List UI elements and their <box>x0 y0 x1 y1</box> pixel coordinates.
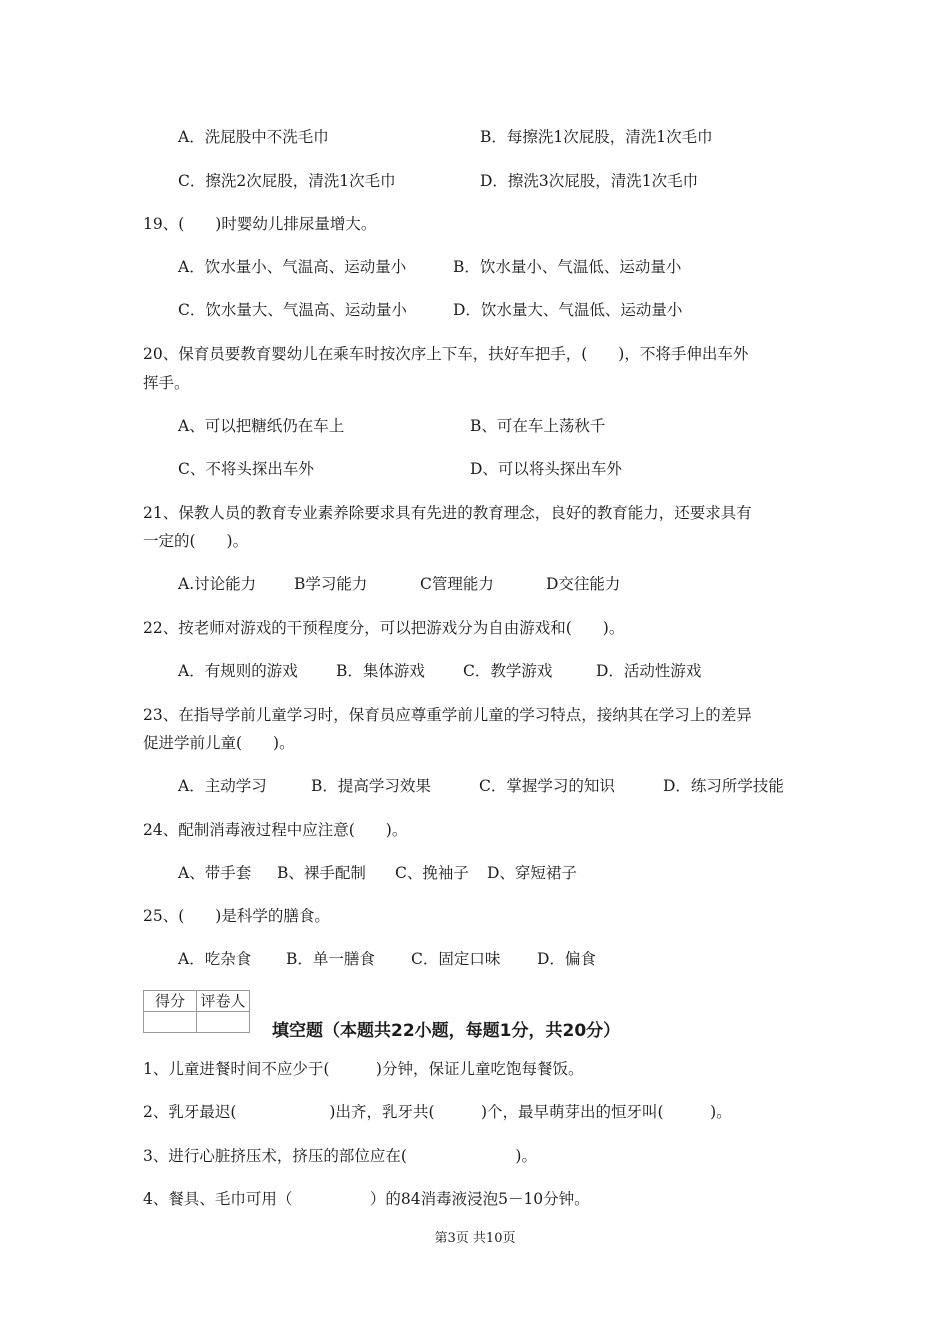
q19-stem: 19、( )时婴幼儿排尿量增大。 <box>143 215 377 233</box>
q24-stem: 24、配制消毒液过程中应注意( )。 <box>143 821 408 839</box>
q24-option-d: D、穿短裙子 <box>487 864 577 882</box>
q20-stem-line1: 20、保育员要教育婴幼儿在乘车时按次序上下车，扶好车把手，( )，不将手伸出车外 <box>143 345 749 363</box>
fill-question-4: 4、餐具、毛巾可用（ ）的84消毒液浸泡5－10分钟。 <box>143 1190 590 1208</box>
q23-option-d: D．练习所学技能 <box>663 777 784 795</box>
q23-option-b: B．提高学习效果 <box>311 777 431 795</box>
q23-option-a: A．主动学习 <box>178 777 267 795</box>
q21-option-a: A.讨论能力 <box>178 575 257 593</box>
q20-option-a: A、可以把糖纸仍在车上 <box>178 417 345 435</box>
q18-option-b: B．每擦洗1次屁股，清洗1次毛巾 <box>480 128 713 146</box>
q25-option-a: A．吃杂食 <box>178 950 252 968</box>
q22-option-d: D．活动性游戏 <box>596 662 702 680</box>
q21-option-b: B学习能力 <box>294 575 368 593</box>
q25-option-b: B．单一膳食 <box>286 950 375 968</box>
q25-stem: 25、( )是科学的膳食。 <box>143 907 330 925</box>
q20-option-d: D、可以将头探出车外 <box>470 460 622 478</box>
q20-option-c: C、不将头探出车外 <box>178 460 314 478</box>
q25-option-c: C．固定口味 <box>411 950 501 968</box>
q24-option-a: A、带手套 <box>178 864 252 882</box>
grader-cell <box>197 1012 250 1033</box>
fill-question-2: 2、乳牙最迟( )出齐，乳牙共( )个，最早萌芽出的恒牙叫( )。 <box>143 1103 732 1121</box>
q19-option-b: B．饮水量小、气温低、运动量小 <box>453 258 682 276</box>
q23-stem-line2: 促进学前儿童( )。 <box>143 734 295 752</box>
q21-option-d: D交往能力 <box>546 575 621 593</box>
q18-option-a: A．洗屁股中不洗毛巾 <box>178 128 329 146</box>
score-label: 得分 <box>144 991 197 1012</box>
q24-option-c: C、挽袖子 <box>395 864 469 882</box>
q18-option-c: C．擦洗2次屁股，清洗1次毛巾 <box>178 172 396 190</box>
q20-stem-line2: 挥手。 <box>143 374 190 392</box>
q19-option-d: D．饮水量大、气温低、运动量小 <box>453 301 683 319</box>
q19-option-c: C．饮水量大、气温高、运动量小 <box>178 301 407 319</box>
grader-label: 评卷人 <box>197 991 250 1012</box>
q22-option-b: B．集体游戏 <box>336 662 425 680</box>
q22-stem: 22、按老师对游戏的干预程度分，可以把游戏分为自由游戏和( )。 <box>143 619 625 637</box>
page-footer: 第3页 共10页 <box>434 1231 516 1246</box>
q22-option-a: A．有规则的游戏 <box>178 662 298 680</box>
fill-question-3: 3、进行心脏挤压术，挤压的部位应在( )。 <box>143 1147 537 1165</box>
q21-stem-line1: 21、保教人员的教育专业素养除要求具有先进的教育理念，良好的教育能力，还要求具有 <box>143 504 752 522</box>
q19-option-a: A．饮水量小、气温高、运动量小 <box>178 258 407 276</box>
q20-option-b: B、可在车上荡秋千 <box>470 417 606 435</box>
q21-option-c: C管理能力 <box>420 575 494 593</box>
score-box <box>143 990 250 1033</box>
score-cell <box>144 1012 197 1033</box>
q22-option-c: C．教学游戏 <box>463 662 553 680</box>
q25-option-d: D．偏食 <box>537 950 596 968</box>
q24-option-b: B、裸手配制 <box>277 864 366 882</box>
q21-stem-line2: 一定的( )。 <box>143 532 249 550</box>
q18-option-d: D．擦洗3次屁股，清洗1次毛巾 <box>480 172 699 190</box>
fill-question-1: 1、儿童进餐时间不应少于( )分钟，保证儿童吃饱每餐饭。 <box>143 1060 584 1078</box>
section-title: 填空题（本题共22小题，每题1分，共20分） <box>272 1021 621 1041</box>
q23-option-c: C．掌握学习的知识 <box>479 777 615 795</box>
q23-stem-line1: 23、在指导学前儿童学习时，保育员应尊重学前儿童的学习特点，接纳其在学习上的差异 <box>143 706 752 724</box>
